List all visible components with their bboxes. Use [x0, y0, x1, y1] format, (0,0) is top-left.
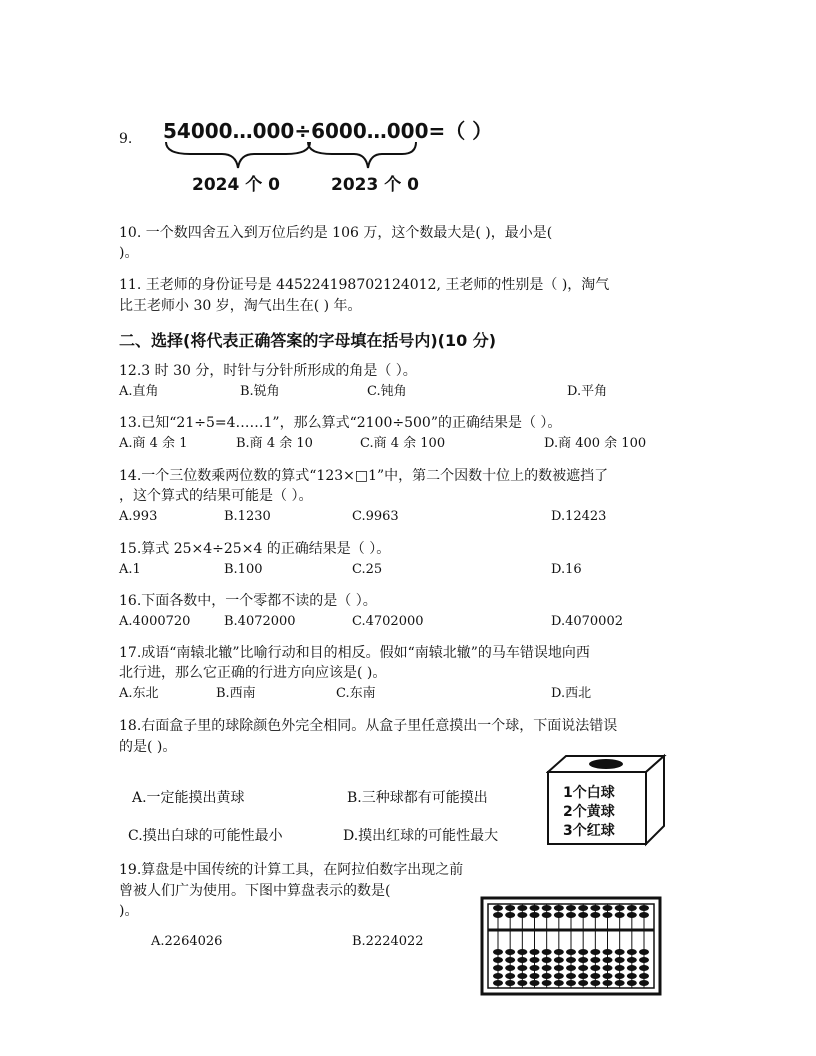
q15-option-d: D.16 — [551, 562, 582, 577]
q14-option-b: B.1230 — [224, 509, 271, 524]
q13-option-a: A.商 4 余 1 — [119, 436, 188, 451]
abacus-bead — [578, 973, 588, 979]
abacus-bead — [517, 949, 527, 955]
abacus-bead — [554, 965, 564, 971]
q15-stem: 15.算式 25×4÷25×4 的正确结果是（ ）。 — [119, 541, 391, 557]
q17-option-b: B.西南 — [216, 686, 256, 701]
abacus-bead — [603, 965, 613, 971]
q14-option-a: A.993 — [119, 509, 158, 524]
q9-label-right: 2023 个 0 — [331, 175, 419, 195]
abacus-bead — [566, 965, 576, 971]
q10-line1: 10. 一个数四舍五入到万位后约是 106 万，这个数最大是( )，最小是( — [119, 225, 553, 241]
q16-option-c: C.4702000 — [352, 614, 424, 629]
q13-option-c: C.商 4 余 100 — [360, 436, 446, 451]
abacus-bead — [530, 905, 540, 911]
q19-line2: 曾被人们广为使用。下图中算盘表示的数是( — [119, 883, 391, 899]
abacus-bead — [493, 973, 503, 979]
q17-option-a: A.东北 — [119, 686, 159, 701]
abacus-bead — [554, 973, 564, 979]
q14-line2: ，这个算式的结果可能是（ ）。 — [119, 488, 313, 504]
q11-line1: 11. 王老师的身份证号是 445224198702124012, 王老师的性别是（ )，淘气 — [119, 277, 610, 293]
section2-heading: 二、选择(将代表正确答案的字母填在括号内)(10 分) — [119, 331, 497, 350]
abacus-bead — [603, 973, 613, 979]
q16-option-a: A.4000720 — [119, 614, 191, 629]
abacus-bead — [639, 905, 649, 911]
abacus-bead — [566, 980, 576, 986]
box-label-white: 1个白球 — [563, 785, 615, 801]
abacus-bead — [603, 949, 613, 955]
abacus-bead — [590, 905, 600, 911]
abacus-bead — [627, 912, 637, 918]
abacus-bead — [566, 973, 576, 979]
q12-stem: 12.3 时 30 分，时针与分针所形成的角是（ ）。 — [119, 363, 417, 379]
abacus-bead — [603, 980, 613, 986]
abacus-bead — [554, 912, 564, 918]
q18-option-b: B.三种球都有可能摸出 — [347, 790, 488, 806]
q10-line2: )。 — [119, 245, 139, 261]
abacus-bead — [493, 980, 503, 986]
abacus-bead — [627, 905, 637, 911]
abacus-bead — [639, 973, 649, 979]
abacus-bead — [542, 912, 552, 918]
abacus-bead — [530, 949, 540, 955]
abacus-bead — [590, 957, 600, 963]
q15-option-a: A.1 — [119, 562, 141, 577]
abacus-bead — [578, 957, 588, 963]
q14-line1: 14.一个三位数乘两位数的算式“123×□1”中，第二个因数十位上的数被遮挡了 — [119, 468, 609, 484]
abacus-bead — [615, 905, 625, 911]
abacus-bead — [590, 980, 600, 986]
abacus-bead — [554, 905, 564, 911]
q9-label-left: 2024 个 0 — [192, 175, 280, 195]
q9-expression: 54000…000÷6000…000=（ ） — [163, 119, 493, 143]
q15-option-c: C.25 — [352, 562, 383, 577]
abacus-bead — [530, 973, 540, 979]
abacus-bead — [517, 980, 527, 986]
abacus-bead — [505, 957, 515, 963]
q12-option-d: D.平角 — [567, 384, 608, 399]
abacus-bead — [603, 957, 613, 963]
abacus-bead — [566, 957, 576, 963]
abacus-bead — [590, 912, 600, 918]
abacus-bead — [493, 949, 503, 955]
abacus-bead — [542, 980, 552, 986]
abacus-bead — [542, 973, 552, 979]
abacus-bead — [603, 905, 613, 911]
q16-stem: 16.下面各数中，一个零都不读的是（ ）。 — [119, 593, 377, 609]
q13-option-b: B.商 4 余 10 — [236, 436, 313, 451]
abacus-bead — [615, 912, 625, 918]
abacus-bead — [590, 973, 600, 979]
abacus-bead — [505, 905, 515, 911]
q14-option-c: C.9963 — [352, 509, 399, 524]
box-label-red: 3个红球 — [563, 823, 615, 839]
abacus-illustration — [480, 896, 662, 996]
q19-option-b: B.2224022 — [352, 934, 424, 949]
abacus-bead — [615, 973, 625, 979]
q9-number: 9. — [119, 131, 133, 147]
abacus-bead — [530, 980, 540, 986]
abacus-bead — [542, 965, 552, 971]
q19-line3: )。 — [119, 903, 139, 919]
q14-option-d: D.12423 — [551, 509, 607, 524]
box-label-yellow: 2个黄球 — [563, 804, 615, 820]
abacus-bead — [505, 912, 515, 918]
q17-line2: 北行进，那么它正确的行进方向应该是( )。 — [119, 665, 387, 681]
abacus-bead — [493, 912, 503, 918]
abacus-bead — [627, 957, 637, 963]
abacus-bead — [578, 980, 588, 986]
q17-option-c: C.东南 — [336, 686, 376, 701]
abacus-bead — [517, 957, 527, 963]
abacus-bead — [578, 949, 588, 955]
abacus-bead — [578, 965, 588, 971]
abacus-bead — [530, 965, 540, 971]
q16-option-b: B.4072000 — [224, 614, 296, 629]
q19-line1: 19.算盘是中国传统的计算工具，在阿拉伯数字出现之前 — [119, 862, 464, 878]
abacus-bead — [493, 965, 503, 971]
abacus-bead — [566, 912, 576, 918]
abacus-bead — [505, 973, 515, 979]
abacus-bead — [639, 957, 649, 963]
abacus-bead — [566, 949, 576, 955]
abacus-bead — [639, 980, 649, 986]
q12-option-c: C.钝角 — [367, 384, 407, 399]
abacus-bead — [627, 973, 637, 979]
q12-option-b: B.锐角 — [240, 384, 280, 399]
q18-option-d: D.摸出红球的可能性最大 — [343, 828, 499, 844]
abacus-bead — [627, 949, 637, 955]
abacus-bead — [590, 965, 600, 971]
abacus-bead — [554, 957, 564, 963]
q18-option-a: A.一定能摸出黄球 — [132, 790, 245, 806]
q11-line2: 比王老师小 30 岁，淘气出生在( ) 年。 — [119, 298, 362, 314]
abacus-bead — [615, 949, 625, 955]
q18-line1: 18.右面盒子里的球除颜色外完全相同。从盒子里任意摸出一个球，下面说法错误 — [119, 718, 618, 734]
abacus-bead — [554, 980, 564, 986]
abacus-bead — [639, 949, 649, 955]
abacus-bead — [578, 912, 588, 918]
q17-option-d: D.西北 — [551, 686, 592, 701]
abacus-bead — [517, 973, 527, 979]
q13-option-d: D.商 400 余 100 — [544, 436, 647, 451]
abacus-bead — [493, 905, 503, 911]
abacus-bead — [517, 905, 527, 911]
abacus-bead — [505, 949, 515, 955]
abacus-bead — [554, 949, 564, 955]
abacus-bead — [578, 905, 588, 911]
abacus-bead — [590, 949, 600, 955]
q13-stem: 13.已知“21÷5=4……1”，那么算式“2100÷500”的正确结果是（ ）。 — [119, 415, 562, 431]
q15-option-b: B.100 — [224, 562, 263, 577]
abacus-bead — [615, 957, 625, 963]
abacus-bead — [542, 949, 552, 955]
q19-option-a: A.2264026 — [151, 934, 223, 949]
abacus-bead — [615, 980, 625, 986]
abacus-bead — [505, 980, 515, 986]
abacus-bead — [517, 912, 527, 918]
q16-option-d: D.4070002 — [551, 614, 623, 629]
abacus-bead — [627, 980, 637, 986]
abacus-bead — [603, 912, 613, 918]
q18-option-c: C.摸出白球的可能性最小 — [128, 828, 283, 844]
abacus-bead — [493, 957, 503, 963]
abacus-bead — [627, 965, 637, 971]
q12-option-a: A.直角 — [119, 384, 159, 399]
abacus-bead — [566, 905, 576, 911]
abacus-bead — [639, 912, 649, 918]
q18-line2: 的是( )。 — [119, 739, 177, 755]
abacus-bead — [639, 965, 649, 971]
abacus-bead — [615, 965, 625, 971]
abacus-bead — [505, 965, 515, 971]
abacus-bead — [530, 957, 540, 963]
abacus-bead — [517, 965, 527, 971]
q17-line1: 17.成语“南辕北辙”比喻行动和目的相反。假如“南辕北辙”的马车错误地向西 — [119, 645, 590, 661]
abacus-bead — [530, 912, 540, 918]
abacus-bead — [542, 957, 552, 963]
abacus-bead — [542, 905, 552, 911]
